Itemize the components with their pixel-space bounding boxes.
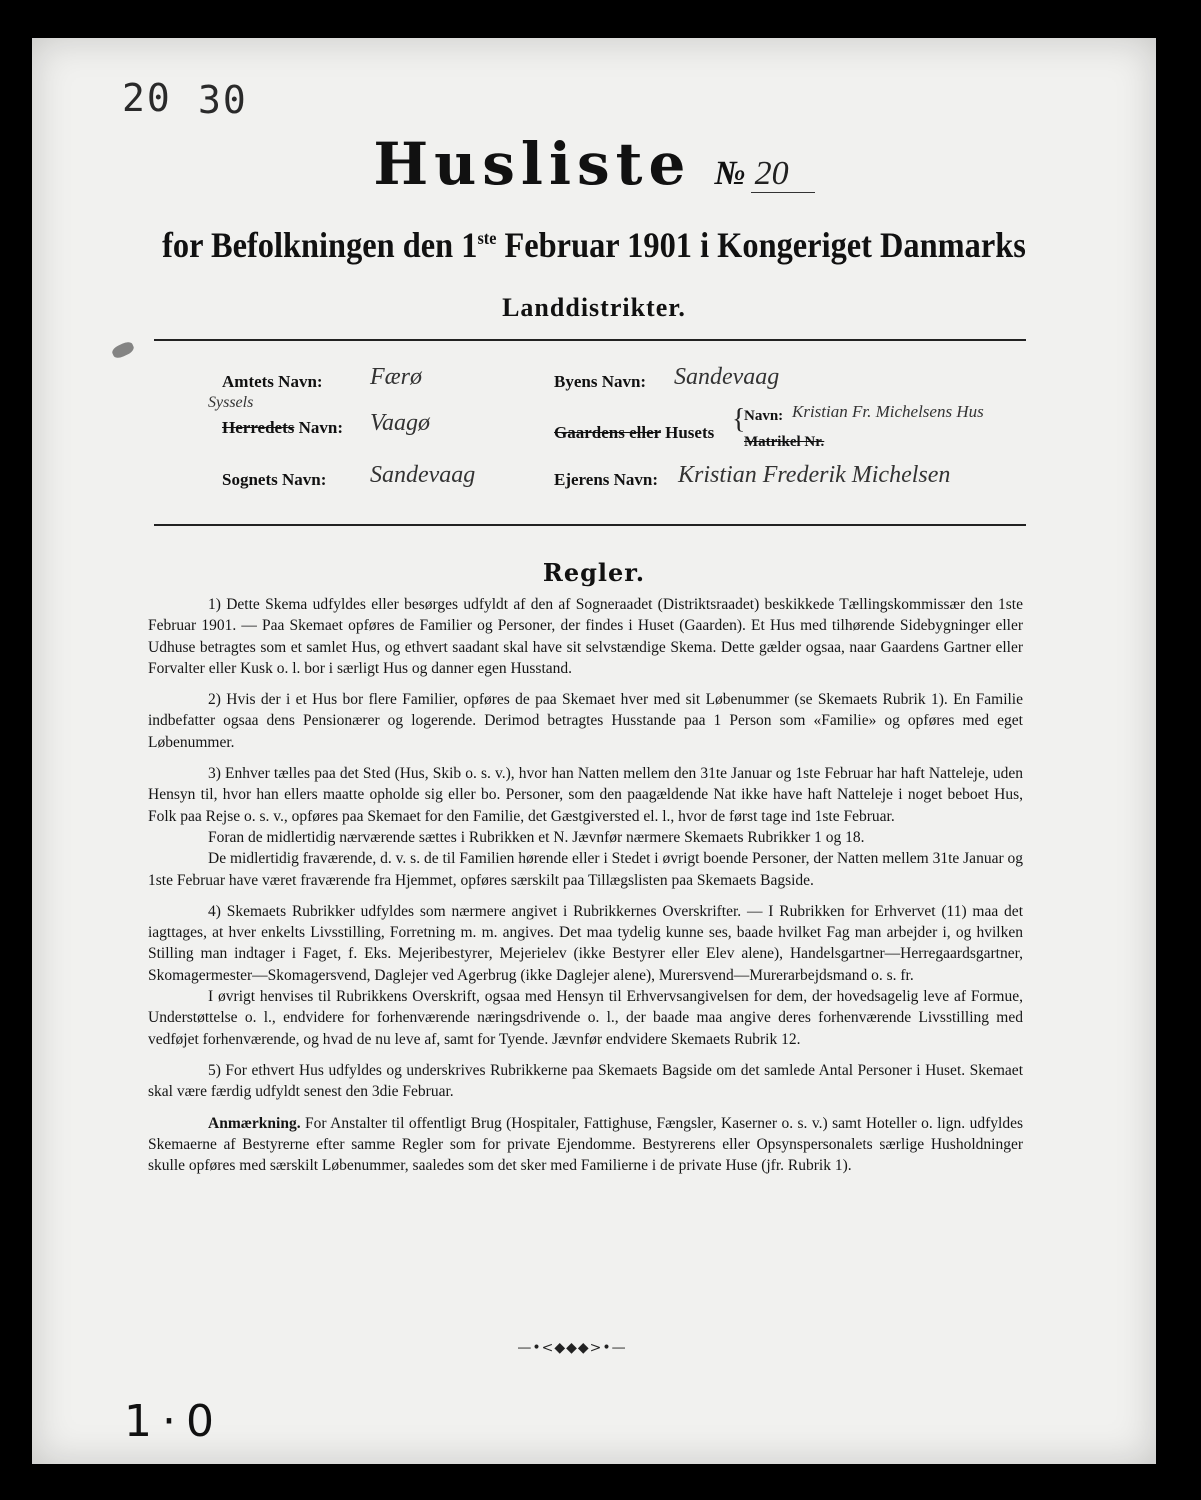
stamp-number-left: 20: [122, 76, 172, 120]
herred-above-value: Syssels: [208, 394, 254, 411]
herred-value: Vaagø: [370, 410, 430, 436]
rule-5: 5) For ethvert Hus udfyldes og underskrives Rubrikkerne paa Skemaets Bagside om det samlede Antal Personer i Huset. Skemaet skal være færdig udfyldt senest den 3die Februar.: [148, 1061, 1023, 1101]
rules-body: [148, 594, 1023, 1186]
rule-4b: I øvrigt henvises til Rubrikkens Overskrift, ogsaa med Hensyn til Erhvervsangivelsen for dem, der hovedsagelig leve af Formue, Understøttelse o. l., endvidere for forhenværende næringsdrivende o. l., der baade maa angive deres forhenværende Livsstilling med vedføjet forhenværende, og hvad de nu leve af, samt for Tyende. Jævnfør endvidere Skemaets Rubrik 12.: [148, 988, 1023, 1048]
list-number: 20: [751, 155, 815, 193]
subtitle-text-start: for Befolkningen den 1: [162, 225, 478, 265]
stamp-number-right: 30: [198, 78, 248, 122]
gaard-label: [554, 423, 714, 443]
note-label: Anmærkning.: [208, 1114, 301, 1132]
note-text: For Anstalter til offentligt Brug (Hospitaler, Fattighuse, Fængsler, Kaserner o. s. v.) samt Hoteller o. lign. udfyldes Skemaerne af Bestyrerne efter samme Regler som for private Ejendomme. Bestyrerens eller Opsynspersonalets særlige Husholdninger skulle opføres med særskilt Løbenummer, saaledes som det sker med Familierne i de private Huse (jfr. Rubrik 1).: [148, 1114, 1023, 1175]
by-value: Sandevaag: [674, 364, 780, 390]
bottom-number: 1·0: [124, 1396, 224, 1447]
herred-label-struck: Herredets: [222, 418, 295, 437]
subtitle-text-end: Februar 1901 i Kongeriget Danmarks: [496, 225, 1026, 265]
amt-label: Amtets Navn:: [222, 372, 323, 391]
subtitle: [88, 224, 1100, 266]
ejer-value: Kristian Frederik Michelsen: [678, 462, 951, 488]
subtitle-superscript: ste: [477, 228, 497, 248]
rule-4: 4) Skemaets Rubrikker udfyldes som nærmere angivet i Rubrikkernes Overskrifter. — I Rubrikken for Erhvervet (11) maa det iagttages, at hver enkelts Livsstilling, Forretning m. m. angives. Det maa tydelig kunne ses, baade hvilket Fag man arbejder i, og hvilken Stilling man indtager i Faget, f. Eks. Mejeribestyrer, Mejerielev (ikke Bestyrer eller Elev alene), Handelsgartner—Herregaardsgartner, Skomagermester—Skomagersvend, Daglejer ved Agerbrug (ikke Daglejer alene), Murersvend—Murerarbejdsmand o. s. fr.: [148, 902, 1023, 984]
herred-label: [222, 418, 343, 438]
by-label: Byens Navn:: [554, 372, 647, 391]
navn-value: Kristian Fr. Michelsens Hus: [792, 402, 984, 421]
district-heading: Landdistrikter.: [502, 293, 686, 322]
rules-heading: Regler.: [542, 558, 646, 587]
ejer-label: Ejerens Navn:: [554, 470, 659, 489]
sogn-value: Sandevaag: [370, 462, 476, 488]
bracket-icon: {: [732, 404, 746, 435]
bottom-rule: [154, 524, 1026, 526]
herred-label-text: Navn:: [294, 418, 344, 437]
matrikel-label: Matrikel Nr.: [744, 434, 825, 450]
rule-3b: Foran de midlertidig nærværende sættes i Rubrikken et N. Jævnfør nærmere Skemaets Rubrikker 1 og 18.: [208, 828, 865, 846]
rule-3c: De midlertidig fraværende, d. v. s. de til Familien hørende eller i Stedet i øvrigt boende Personer, der Natten mellem 31te Januar og 1ste Februar have været fraværende fra Hjemmet, opføres særskilt paa Tillægslisten paa Skemaets Bagside.: [148, 850, 1023, 889]
number-sign: №: [714, 155, 746, 192]
document-page: [32, 38, 1156, 1464]
ink-smudge: [110, 340, 135, 360]
page-title: Husliste: [373, 130, 692, 198]
top-rule: [154, 339, 1026, 341]
amt-value: Færø: [370, 364, 423, 390]
note: [148, 1113, 1023, 1177]
rule-1: 1) Dette Skema udfyldes eller besørges udfyldt af den af Sogneraadet (Distriktsraadet) beskikkede Tællingskommissær den 1ste Februar 1901. — Paa Skemaet opføres de Familier og Personer, der findes i Huset (Gaarden). Et Hus med tilhørende Sidebygninger eller Udhuse betragtes som et samlet Hus, og ethvert saadant skal have sit selvstændige Skema. Dette gælder ogsaa, naar Gaardens Gartner eller Forvalter eller Kusk o. l. bor i særligt Hus og danner egen Husstand.: [148, 596, 1023, 677]
title-line: [32, 130, 1156, 198]
gaard-label-struck: Gaardens eller: [554, 423, 661, 442]
ornament: —•<◆◆◆>•—: [517, 1340, 627, 1356]
navn-label: Navn:: [744, 408, 784, 424]
rule-2: 2) Hvis der i et Hus bor flere Familier, opføres de paa Skemaet hver med sit Løbenummer (se Skemaets Rubrik 1). En Familie indbefatter ogsaa dens Pensionærer og logerende. Derimod betragtes Husstande paa 1 Person som «Familie» og opføres med eget Løbenummer.: [148, 691, 1023, 751]
sogn-label: Sognets Navn:: [222, 470, 327, 489]
rule-3: 3) Enhver tælles paa det Sted (Hus, Skib o. s. v.), hvor han Natten mellem den 31te Januar og 1ste Februar har haft Natteleje, uden Hensyn til, hvor han ellers maatte opholde sig eller bo. Personer, som den paagældende Nat ikke have haft Natteleje i noget beboet Hus, Folk paa Rejse o. s. v., opføres paa Skemaet for den Familie, det Gæstgiversted el. l., hvor de først tage ind 1ste Februar.: [148, 765, 1023, 825]
gaard-label-text: Husets: [660, 423, 715, 442]
